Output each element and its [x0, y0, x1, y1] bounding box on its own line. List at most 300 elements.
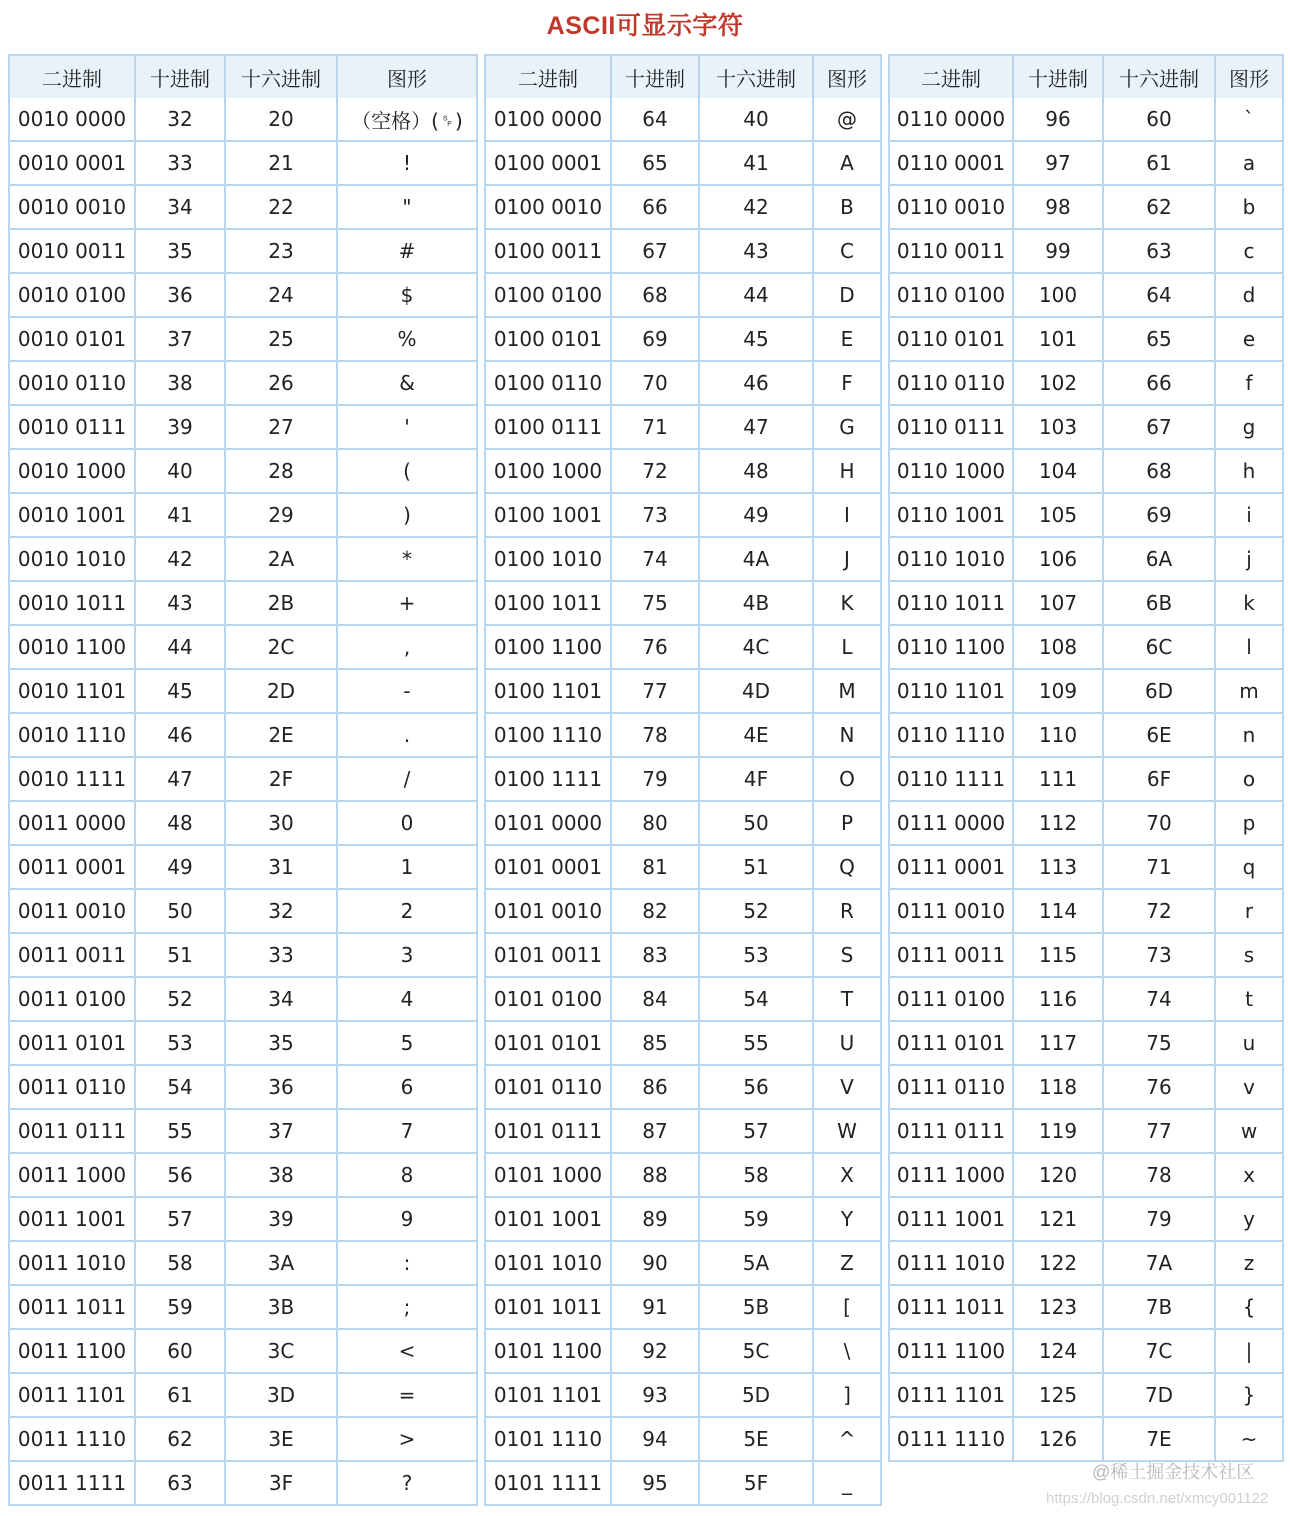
glyph-cell: W	[814, 1110, 880, 1154]
decimal-cell: 100	[1014, 274, 1104, 318]
decimal-cell: 91	[612, 1286, 700, 1330]
binary-cell: 0010 1110	[10, 714, 136, 758]
column-header-hex: 十六进制	[700, 56, 814, 98]
hex-cell: 55	[700, 1022, 814, 1066]
hex-cell: 78	[1104, 1154, 1216, 1198]
binary-cell: 0110 0111	[890, 406, 1014, 450]
hex-cell: 3B	[226, 1286, 338, 1330]
table-row	[486, 186, 880, 230]
decimal-cell: 105	[1014, 494, 1104, 538]
glyph-cell: h	[1216, 450, 1282, 494]
binary-cell: 0010 1001	[10, 494, 136, 538]
hex-cell: 53	[700, 934, 814, 978]
glyph-cell: 5	[338, 1022, 476, 1066]
decimal-cell: 34	[136, 186, 226, 230]
hex-cell: 28	[226, 450, 338, 494]
glyph-cell: 2	[338, 890, 476, 934]
hex-cell: 43	[700, 230, 814, 274]
glyph-cell: j	[1216, 538, 1282, 582]
decimal-cell: 113	[1014, 846, 1104, 890]
glyph-cell: U	[814, 1022, 880, 1066]
binary-cell: 0111 0011	[890, 934, 1014, 978]
binary-cell: 0101 0110	[486, 1066, 612, 1110]
glyph-cell: n	[1216, 714, 1282, 758]
hex-cell: 36	[226, 1066, 338, 1110]
glyph-cell: )	[338, 494, 476, 538]
glyph-cell: a	[1216, 142, 1282, 186]
binary-cell: 0011 1011	[10, 1286, 136, 1330]
binary-cell: 0101 0000	[486, 802, 612, 846]
glyph-cell: |	[1216, 1330, 1282, 1374]
binary-cell: 0010 0110	[10, 362, 136, 406]
binary-cell: 0010 0011	[10, 230, 136, 274]
glyph-cell: F	[814, 362, 880, 406]
glyph-cell: A	[814, 142, 880, 186]
hex-cell: 3C	[226, 1330, 338, 1374]
binary-cell: 0101 0111	[486, 1110, 612, 1154]
table-row	[10, 1330, 476, 1374]
table-row	[486, 98, 880, 142]
binary-cell: 0100 1001	[486, 494, 612, 538]
hex-cell: 46	[700, 362, 814, 406]
binary-cell: 0010 1000	[10, 450, 136, 494]
binary-cell: 0111 1100	[890, 1330, 1014, 1374]
table-row	[486, 1286, 880, 1330]
glyph-cell: Z	[814, 1242, 880, 1286]
hex-cell: 21	[226, 142, 338, 186]
table-row	[890, 1330, 1282, 1374]
glyph-cell: H	[814, 450, 880, 494]
decimal-cell: 75	[612, 582, 700, 626]
glyph-cell: [	[814, 1286, 880, 1330]
hex-cell: 3D	[226, 1374, 338, 1418]
glyph-cell: &	[338, 362, 476, 406]
binary-cell: 0010 0000	[10, 98, 136, 142]
glyph-cell: （空格）(␠)	[338, 98, 476, 142]
binary-cell: 0101 1100	[486, 1330, 612, 1374]
decimal-cell: 86	[612, 1066, 700, 1110]
hex-cell: 33	[226, 934, 338, 978]
decimal-cell: 112	[1014, 802, 1104, 846]
decimal-cell: 74	[612, 538, 700, 582]
ascii-table-2	[484, 54, 882, 1506]
table-row	[890, 714, 1282, 758]
watermark-community: @稀土掘金技术社区	[1092, 1462, 1255, 1482]
binary-cell: 0100 0011	[486, 230, 612, 274]
table-row	[486, 1242, 880, 1286]
binary-cell: 0011 0111	[10, 1110, 136, 1154]
decimal-cell: 50	[136, 890, 226, 934]
hex-cell: 5C	[700, 1330, 814, 1374]
binary-cell: 0011 1100	[10, 1330, 136, 1374]
column-header-decimal: 十进制	[1014, 56, 1104, 98]
decimal-cell: 79	[612, 758, 700, 802]
table-row	[890, 582, 1282, 626]
binary-cell: 0110 0110	[890, 362, 1014, 406]
glyph-cell: -	[338, 670, 476, 714]
binary-cell: 0110 1100	[890, 626, 1014, 670]
binary-cell: 0111 0101	[890, 1022, 1014, 1066]
table-row	[890, 494, 1282, 538]
binary-cell: 0100 0000	[486, 98, 612, 142]
glyph-cell: s	[1216, 934, 1282, 978]
glyph-cell: c	[1216, 230, 1282, 274]
column-header-decimal: 十进制	[612, 56, 700, 98]
hex-cell: 62	[1104, 186, 1216, 230]
binary-cell: 0011 0010	[10, 890, 136, 934]
table-header-row	[890, 56, 1282, 98]
decimal-cell: 93	[612, 1374, 700, 1418]
hex-cell: 20	[226, 98, 338, 142]
binary-cell: 0010 0101	[10, 318, 136, 362]
decimal-cell: 54	[136, 1066, 226, 1110]
decimal-cell: 126	[1014, 1418, 1104, 1460]
hex-cell: 6A	[1104, 538, 1216, 582]
table-row	[10, 318, 476, 362]
decimal-cell: 57	[136, 1198, 226, 1242]
table-row	[486, 978, 880, 1022]
binary-cell: 0100 0110	[486, 362, 612, 406]
decimal-cell: 39	[136, 406, 226, 450]
table-row	[486, 1374, 880, 1418]
hex-cell: 23	[226, 230, 338, 274]
decimal-cell: 103	[1014, 406, 1104, 450]
table-row	[486, 1462, 880, 1504]
hex-cell: 63	[1104, 230, 1216, 274]
hex-cell: 6B	[1104, 582, 1216, 626]
table-row	[10, 1418, 476, 1462]
decimal-cell: 98	[1014, 186, 1104, 230]
glyph-cell: 1	[338, 846, 476, 890]
column-header-glyph: 图形	[814, 56, 880, 98]
binary-cell: 0110 0001	[890, 142, 1014, 186]
table-row	[10, 890, 476, 934]
table-row	[890, 1022, 1282, 1066]
decimal-cell: 117	[1014, 1022, 1104, 1066]
glyph-cell: i	[1216, 494, 1282, 538]
decimal-cell: 106	[1014, 538, 1104, 582]
decimal-cell: 55	[136, 1110, 226, 1154]
binary-cell: 0011 1111	[10, 1462, 136, 1504]
table-row	[10, 1066, 476, 1110]
table-row	[10, 362, 476, 406]
binary-cell: 0111 0110	[890, 1066, 1014, 1110]
hex-cell: 38	[226, 1154, 338, 1198]
decimal-cell: 71	[612, 406, 700, 450]
decimal-cell: 104	[1014, 450, 1104, 494]
decimal-cell: 66	[612, 186, 700, 230]
binary-cell: 0100 1101	[486, 670, 612, 714]
hex-cell: 44	[700, 274, 814, 318]
table-header-row	[10, 56, 476, 98]
glyph-cell: 7	[338, 1110, 476, 1154]
column-header-binary: 二进制	[10, 56, 136, 98]
table-row	[486, 1154, 880, 1198]
binary-cell: 0111 1101	[890, 1374, 1014, 1418]
table-row	[10, 1022, 476, 1066]
binary-cell: 0011 1001	[10, 1198, 136, 1242]
binary-cell: 0010 1100	[10, 626, 136, 670]
table-row	[10, 1198, 476, 1242]
table-row	[10, 626, 476, 670]
table-row	[890, 230, 1282, 274]
binary-cell: 0101 0100	[486, 978, 612, 1022]
table-row	[486, 846, 880, 890]
column-header-binary: 二进制	[486, 56, 612, 98]
table-row	[890, 1154, 1282, 1198]
table-row	[10, 230, 476, 274]
hex-cell: 69	[1104, 494, 1216, 538]
decimal-cell: 120	[1014, 1154, 1104, 1198]
table-row	[486, 1198, 880, 1242]
glyph-cell: '	[338, 406, 476, 450]
glyph-cell: ^	[814, 1418, 880, 1462]
table-row	[890, 1110, 1282, 1154]
binary-cell: 0111 0010	[890, 890, 1014, 934]
decimal-cell: 124	[1014, 1330, 1104, 1374]
hex-cell: 77	[1104, 1110, 1216, 1154]
ascii-table-3	[888, 54, 1284, 1462]
table-row	[890, 670, 1282, 714]
column-header-decimal: 十进制	[136, 56, 226, 98]
glyph-cell: I	[814, 494, 880, 538]
table-row	[10, 714, 476, 758]
decimal-cell: 44	[136, 626, 226, 670]
binary-cell: 0100 0100	[486, 274, 612, 318]
table-row	[486, 626, 880, 670]
binary-cell: 0010 1011	[10, 582, 136, 626]
glyph-cell: R	[814, 890, 880, 934]
decimal-cell: 52	[136, 978, 226, 1022]
decimal-cell: 119	[1014, 1110, 1104, 1154]
decimal-cell: 59	[136, 1286, 226, 1330]
hex-cell: 4C	[700, 626, 814, 670]
page-title: ASCII可显示字符	[546, 12, 744, 40]
binary-cell: 0110 1000	[890, 450, 1014, 494]
column-header-hex: 十六进制	[226, 56, 338, 98]
binary-cell: 0100 1110	[486, 714, 612, 758]
table-row	[890, 758, 1282, 802]
glyph-cell: 8	[338, 1154, 476, 1198]
hex-cell: 40	[700, 98, 814, 142]
decimal-cell: 35	[136, 230, 226, 274]
binary-cell: 0111 0000	[890, 802, 1014, 846]
decimal-cell: 83	[612, 934, 700, 978]
glyph-cell: y	[1216, 1198, 1282, 1242]
binary-cell: 0101 0001	[486, 846, 612, 890]
decimal-cell: 64	[612, 98, 700, 142]
hex-cell: 7E	[1104, 1418, 1216, 1460]
hex-cell: 74	[1104, 978, 1216, 1022]
glyph-cell: {	[1216, 1286, 1282, 1330]
hex-cell: 50	[700, 802, 814, 846]
column-header-glyph: 图形	[338, 56, 476, 98]
decimal-cell: 108	[1014, 626, 1104, 670]
hex-cell: 41	[700, 142, 814, 186]
binary-cell: 0111 1001	[890, 1198, 1014, 1242]
binary-cell: 0101 1011	[486, 1286, 612, 1330]
binary-cell: 0110 0101	[890, 318, 1014, 362]
table-row	[486, 362, 880, 406]
table-row	[10, 1110, 476, 1154]
decimal-cell: 62	[136, 1418, 226, 1462]
table-row	[890, 406, 1282, 450]
hex-cell: 5F	[700, 1462, 814, 1504]
table-row	[10, 1286, 476, 1330]
table-row	[890, 1374, 1282, 1418]
glyph-cell: !	[338, 142, 476, 186]
table-row	[10, 1462, 476, 1504]
hex-cell: 39	[226, 1198, 338, 1242]
binary-cell: 0011 0100	[10, 978, 136, 1022]
glyph-cell: D	[814, 274, 880, 318]
glyph-cell: ?	[401, 1471, 413, 1495]
table-row	[486, 714, 880, 758]
decimal-cell: 88	[612, 1154, 700, 1198]
table-row	[890, 1286, 1282, 1330]
binary-cell: 0101 1101	[486, 1374, 612, 1418]
decimal-cell: 96	[1014, 98, 1104, 142]
hex-cell: 58	[700, 1154, 814, 1198]
decimal-cell: 33	[136, 142, 226, 186]
hex-cell: 2F	[226, 758, 338, 802]
glyph-cell: v	[1216, 1066, 1282, 1110]
hex-cell: 29	[226, 494, 338, 538]
binary-cell: 0011 1101	[10, 1374, 136, 1418]
decimal-cell: 111	[1014, 758, 1104, 802]
hex-cell: 79	[1104, 1198, 1216, 1242]
hex-cell: 3F	[226, 1462, 338, 1504]
table-row	[486, 274, 880, 318]
glyph-cell: #	[338, 230, 476, 274]
hex-cell: 4E	[700, 714, 814, 758]
decimal-cell: 51	[136, 934, 226, 978]
glyph-cell: B	[814, 186, 880, 230]
glyph-cell: =	[338, 1374, 476, 1418]
glyph-cell: q	[1216, 846, 1282, 890]
glyph-cell: >	[338, 1418, 476, 1462]
glyph-cell: T	[814, 978, 880, 1022]
glyph-cell: m	[1216, 670, 1282, 714]
hex-cell: 2B	[226, 582, 338, 626]
hex-cell: 7B	[1104, 1286, 1216, 1330]
decimal-cell: 78	[612, 714, 700, 758]
glyph-cell: *	[338, 538, 476, 582]
hex-cell: 2C	[226, 626, 338, 670]
table-row	[486, 582, 880, 626]
binary-cell: 0101 1111	[486, 1462, 612, 1504]
decimal-cell: 99	[1014, 230, 1104, 274]
glyph-cell: `	[1216, 98, 1282, 142]
binary-cell: 0101 1001	[486, 1198, 612, 1242]
hex-cell: 60	[1104, 98, 1216, 142]
ascii-table-1	[8, 54, 478, 1506]
table-row	[890, 1198, 1282, 1242]
hex-cell: 48	[700, 450, 814, 494]
glyph-cell: k	[1216, 582, 1282, 626]
binary-cell: 0110 0000	[890, 98, 1014, 142]
table-row	[486, 1418, 880, 1462]
table-row	[890, 142, 1282, 186]
glyph-cell: "	[338, 186, 476, 230]
table-row	[10, 494, 476, 538]
binary-cell: 0110 1101	[890, 670, 1014, 714]
glyph-cell: d	[1216, 274, 1282, 318]
hex-cell: 45	[700, 318, 814, 362]
hex-cell: 31	[226, 846, 338, 890]
hex-cell: 6F	[1104, 758, 1216, 802]
table-row	[890, 1418, 1282, 1460]
hex-cell: 27	[226, 406, 338, 450]
hex-cell: 2D	[226, 670, 338, 714]
table-row	[10, 142, 476, 186]
binary-cell: 0010 1010	[10, 538, 136, 582]
glyph-cell: e	[1216, 318, 1282, 362]
glyph-cell: r	[1216, 890, 1282, 934]
table-row	[890, 802, 1282, 846]
table-row	[486, 538, 880, 582]
glyph-cell: %	[338, 318, 476, 362]
binary-cell: 0110 0010	[890, 186, 1014, 230]
glyph-cell: t	[1216, 978, 1282, 1022]
glyph-cell: l	[1216, 626, 1282, 670]
table-row	[890, 186, 1282, 230]
hex-cell: 3E	[226, 1418, 338, 1462]
decimal-cell: 48	[136, 802, 226, 846]
binary-cell: 0101 0010	[486, 890, 612, 934]
table-row	[486, 670, 880, 714]
hex-cell: 42	[700, 186, 814, 230]
table-row	[486, 230, 880, 274]
binary-cell: 0100 0101	[486, 318, 612, 362]
hex-cell: 57	[700, 1110, 814, 1154]
binary-cell: 0111 1000	[890, 1154, 1014, 1198]
table-row	[10, 538, 476, 582]
binary-cell: 0100 1111	[486, 758, 612, 802]
decimal-cell: 97	[1014, 142, 1104, 186]
glyph-cell: w	[1216, 1110, 1282, 1154]
binary-cell: 0110 1110	[890, 714, 1014, 758]
decimal-cell: 77	[612, 670, 700, 714]
binary-cell: 0110 1111	[890, 758, 1014, 802]
table-row	[486, 318, 880, 362]
decimal-cell: 80	[612, 802, 700, 846]
hex-cell: 6E	[1104, 714, 1216, 758]
binary-cell: 0111 1011	[890, 1286, 1014, 1330]
glyph-cell: x	[1216, 1154, 1282, 1198]
binary-cell: 0110 1011	[890, 582, 1014, 626]
binary-cell: 0110 0011	[890, 230, 1014, 274]
table-row	[890, 1242, 1282, 1286]
table-row	[10, 758, 476, 802]
table-row	[486, 890, 880, 934]
table-row	[486, 1066, 880, 1110]
hex-cell: 5A	[700, 1242, 814, 1286]
table-row	[486, 1022, 880, 1066]
decimal-cell: 95	[612, 1462, 700, 1504]
decimal-cell: 47	[136, 758, 226, 802]
table-row	[10, 274, 476, 318]
glyph-cell: f	[1216, 362, 1282, 406]
table-row	[10, 1154, 476, 1198]
table-row	[486, 1330, 880, 1374]
decimal-cell: 65	[612, 142, 700, 186]
hex-cell: 52	[700, 890, 814, 934]
binary-cell: 0111 1110	[890, 1418, 1014, 1460]
hex-cell: 47	[700, 406, 814, 450]
glyph-cell: P	[814, 802, 880, 846]
table-row	[890, 1066, 1282, 1110]
